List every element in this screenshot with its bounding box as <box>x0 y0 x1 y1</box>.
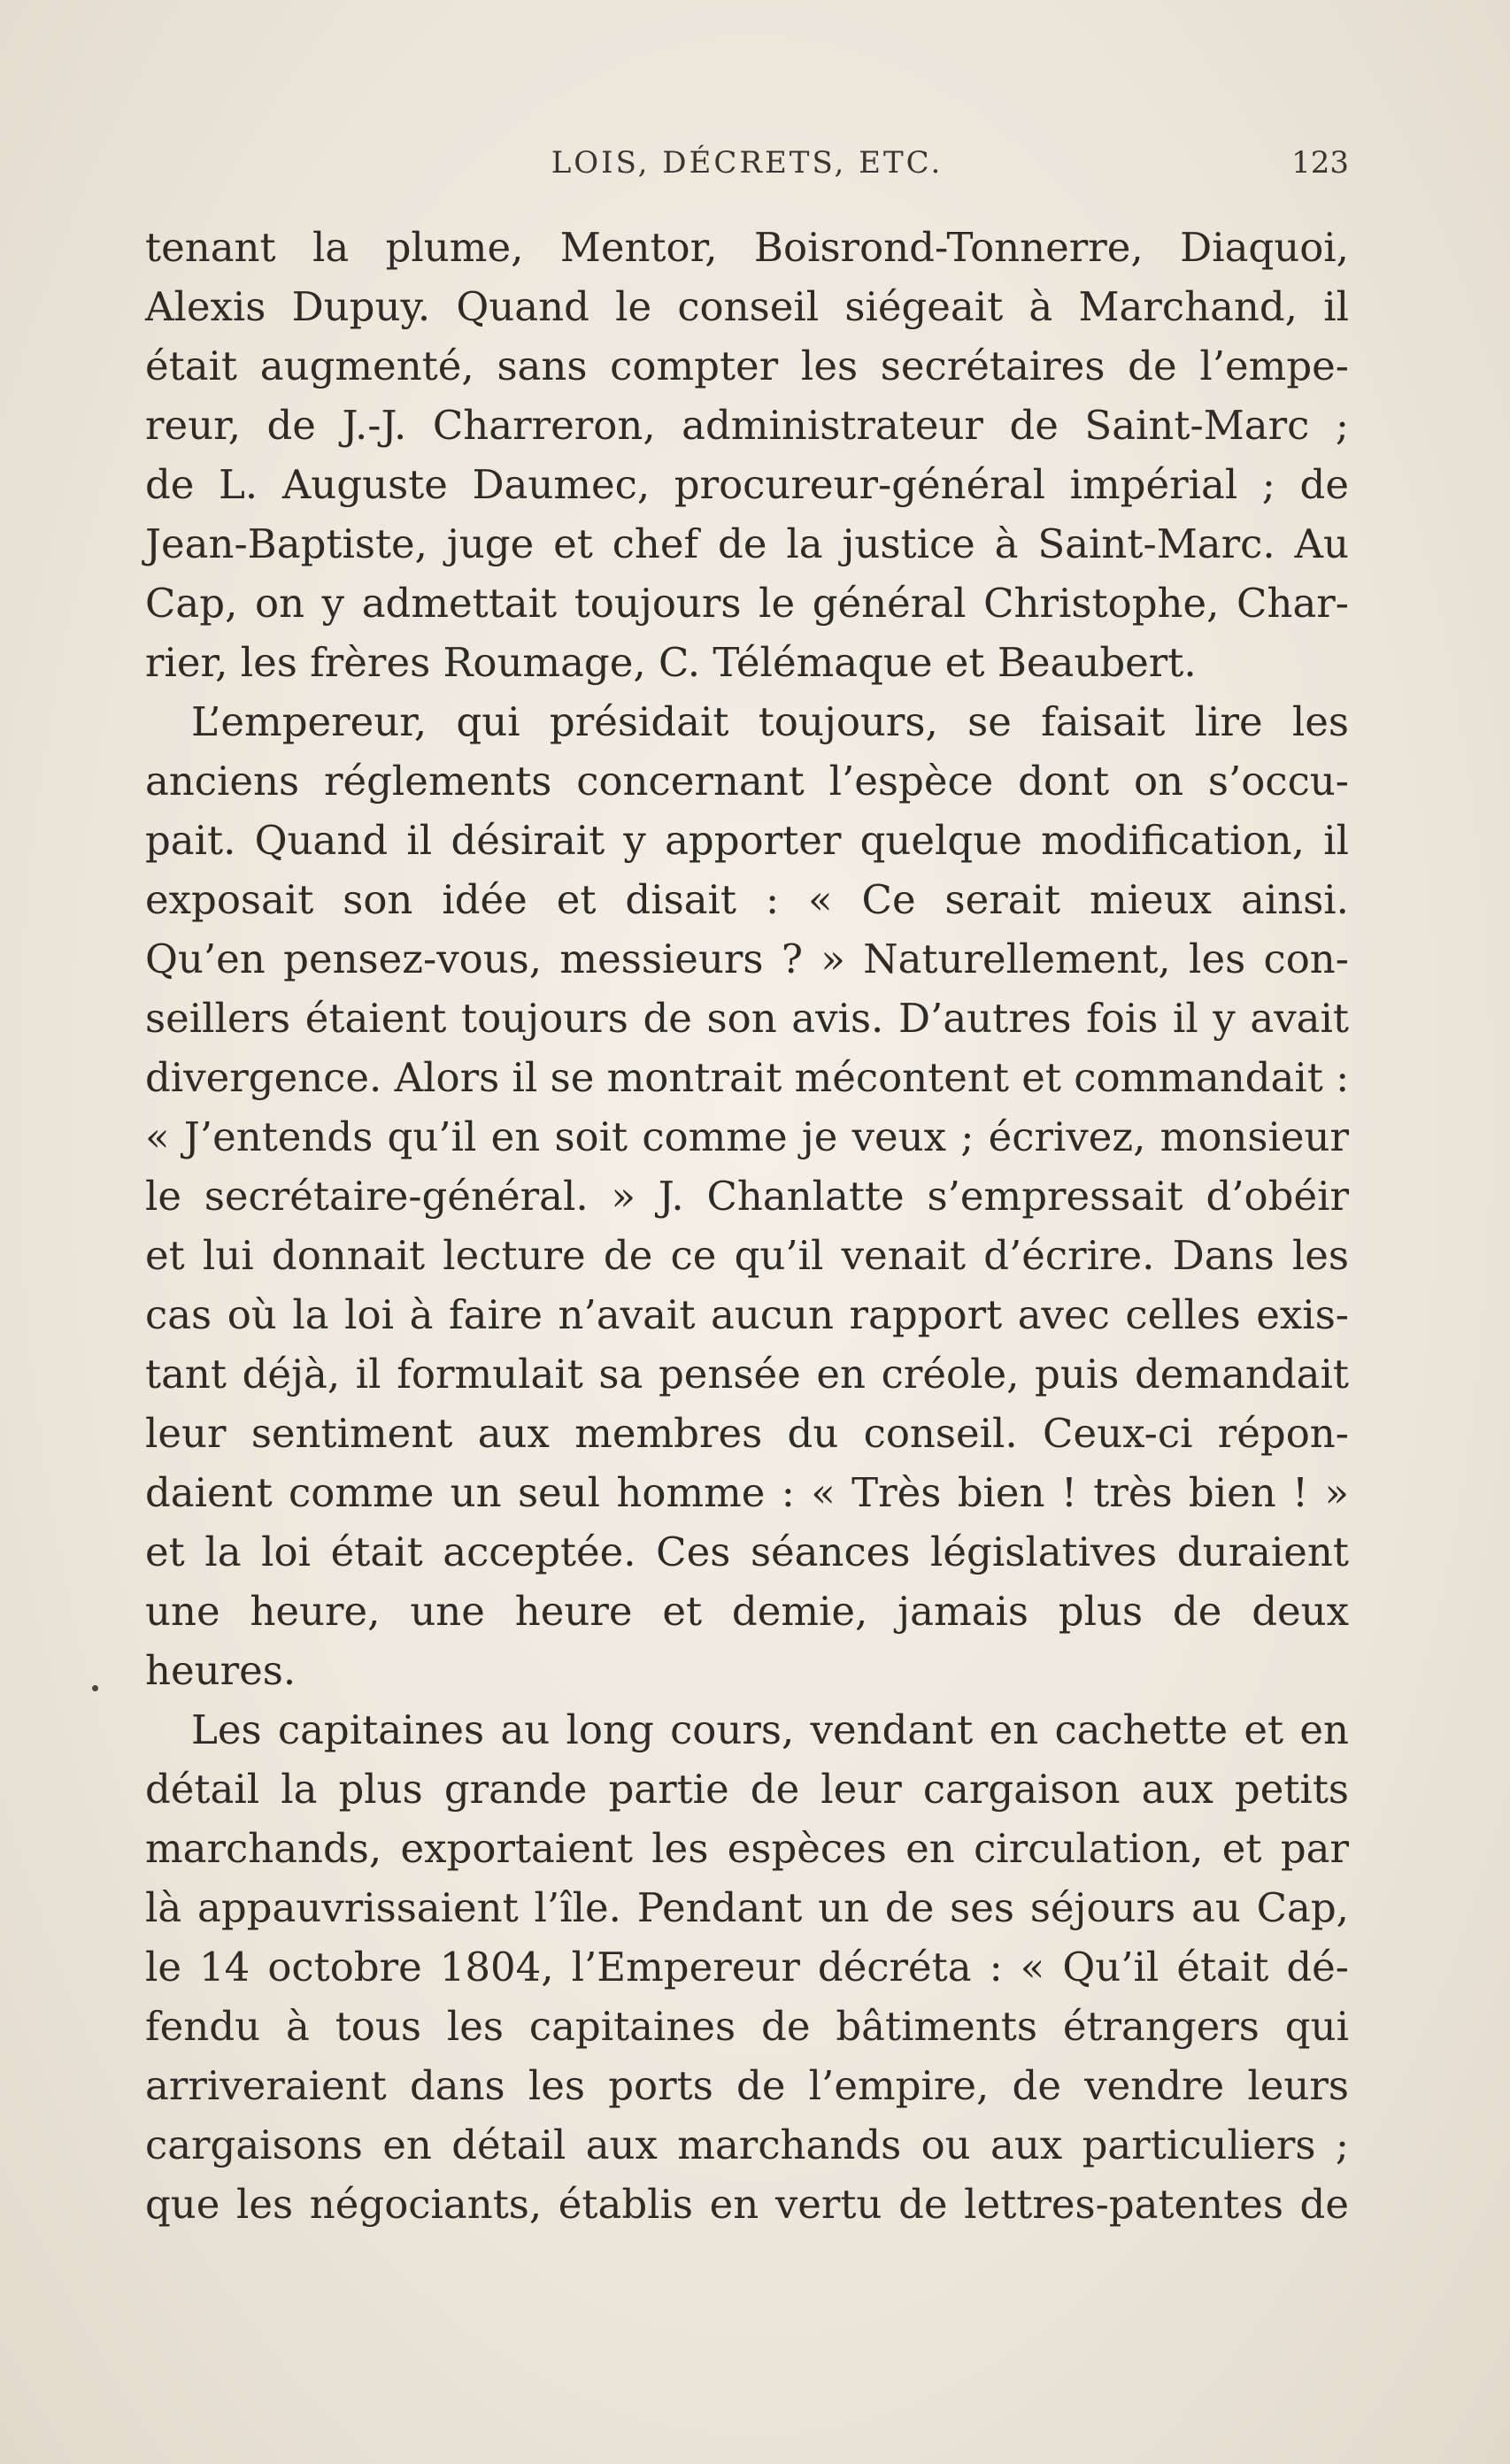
text-line: tenant la plume, Mentor, Boisrond-Tonnerre, Diaquoi, <box>145 224 1349 271</box>
text-line: et lui donnait lecture de ce qu’il venait d’écrire. Dans les <box>145 1232 1349 1279</box>
text-line: détail la plus grande partie de leur cargaison aux petits <box>145 1766 1349 1813</box>
text-body <box>145 218 1349 2234</box>
page-number: 123 <box>1291 145 1349 181</box>
text-line: leur sentiment aux membres du conseil. Ceux-ci répon- <box>145 1410 1349 1457</box>
text-line: Cap, on y admettait toujours le général Christophe, Char- <box>145 580 1349 627</box>
text-line: que les négociants, établis en vertu de lettres-patentes de <box>145 2181 1349 2228</box>
text-line: était augmenté, sans compter les secrétaires de l’empe- <box>145 343 1349 389</box>
text-line: anciens réglements concernant l’espèce dont on s’occu- <box>145 758 1349 805</box>
text-line: tant déjà, il formulait sa pensée en créole, puis demandait <box>145 1351 1349 1398</box>
text-line: rier, les frères Roumage, C. Télémaque et Beaubert. <box>145 639 1197 686</box>
paper-speck <box>92 1685 98 1691</box>
text-line: reur, de J.-J. Charreron, administrateur de Saint-Marc ; <box>145 402 1349 449</box>
text-line: seillers étaient toujours de son avis. D’autres fois il y avait <box>145 995 1349 1042</box>
text-line: cargaisons en détail aux marchands ou aux particuliers ; <box>145 2121 1349 2168</box>
text-line: cas où la loi à faire n’avait aucun rapport avec celles exis- <box>145 1291 1349 1338</box>
text-line: Qu’en pensez-vous, messieurs ? » Naturellement, les con- <box>145 936 1349 982</box>
text-line: marchands, exportaient les espèces en circulation, et par <box>145 1825 1349 1872</box>
text-line: et la loi était acceptée. Ces séances législatives duraient <box>145 1528 1349 1575</box>
text-line: « J’entends qu’il en soit comme je veux ; écrivez, monsieur <box>145 1113 1349 1160</box>
running-title: LOIS, DÉCRETS, ETC. <box>551 145 944 181</box>
text-line: daient comme un seul homme : « Très bien ! très bien ! » <box>145 1469 1349 1516</box>
text-line: Alexis Dupuy. Quand le conseil siégeait à Marchand, il <box>145 283 1349 330</box>
text-line: une heure, une heure et demie, jamais plus de deux <box>145 1588 1349 1635</box>
paragraph-start-line: L’empereur, qui présidait toujours, se faisait lire les <box>191 698 1349 745</box>
text-line: Jean-Baptiste, juge et chef de la justice à Saint-Marc. Au <box>145 520 1349 567</box>
text-line: pait. Quand il désirait y apporter quelque modification, il <box>145 817 1349 864</box>
text-line: divergence. Alors il se montrait mécontent et commandait : <box>145 1054 1350 1101</box>
paragraph-start-line: Les capitaines au long cours, vendant en cachette et en <box>191 1706 1349 1753</box>
text-line: heures. <box>145 1647 297 1694</box>
text-line: de L. Auguste Daumec, procureur-général impérial ; de <box>145 461 1349 508</box>
text-line: fendu à tous les capitaines de bâtiments étrangers qui <box>145 2003 1349 2050</box>
text-line: exposait son idée et disait : « Ce serait mieux ainsi. <box>145 876 1349 923</box>
text-line: le 14 octobre 1804, l’Empereur décréta : « Qu’il était dé- <box>145 1944 1349 1990</box>
running-head <box>145 145 1349 184</box>
text-line: là appauvrissaient l’île. Pendant un de ses séjours au Cap, <box>145 1884 1349 1931</box>
text-line: le secrétaire-général. » J. Chanlatte s’empressait d’obéir <box>145 1173 1349 1220</box>
text-line: arriveraient dans les ports de l’empire, de vendre leurs <box>145 2062 1349 2109</box>
